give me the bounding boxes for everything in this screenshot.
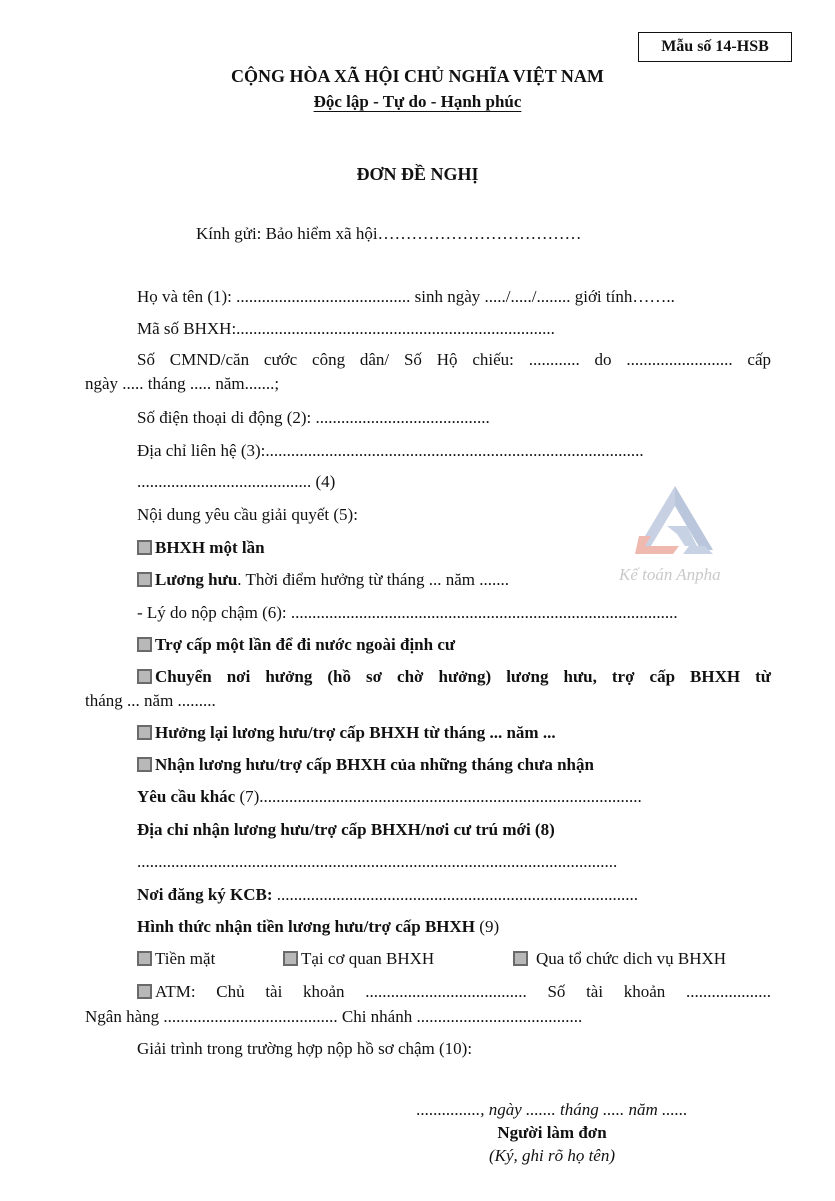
checkbox-icon[interactable] [137,637,152,652]
pension-start-date: . Thời điểm hưởng từ tháng ... năm ....... [237,570,509,589]
other-request-label: Yêu cầu khác [137,787,236,806]
new-address-field[interactable]: ................................................................................................................. [137,852,618,871]
signature-instruction: (Ký, ghi rõ họ tên) [488,1146,616,1165]
option-label: Tiền mặt [155,949,216,968]
checkbox-icon[interactable] [137,669,152,684]
payment-cash-option[interactable] [137,949,215,969]
option-label: Nhận lương hưu/trợ cấp BHXH của những tháng chưa nhận [155,755,594,774]
payment-method-heading [137,917,499,937]
payment-service-option[interactable] [513,949,726,969]
option-unreceived-months[interactable] [137,755,594,775]
request-content-label: Nội dung yêu cầu giải quyết (5): [137,505,358,524]
option-resume-pension[interactable] [137,723,556,743]
other-request-dots: (7).......................................................................................... [235,787,642,806]
payment-method-label: Hình thức nhận tiền lương hưu/trợ cấp BHXH [137,917,476,936]
signature-date-line[interactable]: ..............., ngày ....... tháng ..... năm ...... [416,1100,688,1119]
nation-header: CỘNG HÒA XÃ HỘI CHỦ NGHĨA VIỆT NAM [231,66,604,86]
option-label: BHXH một lần [155,538,265,557]
new-address-label: Địa chỉ nhận lương hưu/trợ cấp BHXH/nơi cư trú mới (8) [137,820,555,839]
bank-branch-field[interactable]: Ngân hàng ......................................... Chi nhánh ....................................... [85,1007,583,1026]
watermark-text: Kế toán Anpha [619,565,721,584]
checkbox-icon[interactable] [137,540,152,555]
recipient-line: Kính gửi: Bảo hiểm xã hội……………………………… [196,224,582,243]
payment-office-option[interactable] [283,949,434,969]
option-transfer-place[interactable] [137,667,771,687]
contact-address-field[interactable]: Địa chỉ liên hệ (3):......................................................................................... [137,441,644,460]
bhxh-code-field[interactable]: Mã số BHXH:........................................................................... [137,319,555,338]
contact-address-continued[interactable]: ......................................... (4) [137,472,336,491]
kcb-dots: ..................................................................................... [272,885,639,904]
option-label: Qua tổ chức dich vụ BHXH [536,949,727,968]
full-name-field[interactable]: Họ và tên (1): ......................................... sinh ngày ...../...../........ giới tính…….. [137,287,675,306]
checkbox-icon[interactable] [137,984,152,999]
option-emigrate-allowance[interactable] [137,635,455,655]
checkbox-icon[interactable] [137,951,152,966]
option-label: Hưởng lại lương hưu/trợ cấp BHXH từ tháng ... năm ... [155,723,556,742]
checkbox-icon[interactable] [137,725,152,740]
option-label: Chuyển nơi hưởng (hồ sơ chờ hưởng) lương hưu, trợ cấp BHXH từ [155,667,771,686]
anpha-logo-icon [605,478,745,598]
checkbox-icon[interactable] [513,951,528,966]
motto-header: Độc lập - Tự do - Hạnh phúc [313,92,522,111]
id-issue-date-field[interactable]: ngày ..... tháng ..... năm.......; [85,374,280,393]
signer-title: Người làm đơn [497,1123,607,1142]
checkbox-icon[interactable] [137,757,152,772]
checkbox-icon[interactable] [137,572,152,587]
payment-method-note: (9) [475,917,500,936]
other-request-field[interactable] [137,787,642,807]
id-number-field[interactable]: Số CMND/căn cước công dân/ Số Hộ chiếu: ............ do ......................... cấp [137,350,771,369]
option-label: Trợ cấp một lần để đi nước ngoài định cư [155,635,456,654]
kcb-label: Nơi đăng ký KCB: [137,885,273,904]
document-title: ĐƠN ĐỀ NGHỊ [356,164,479,184]
late-explanation-label: Giải trình trong trường hợp nộp hồ sơ chậm (10): [137,1039,473,1058]
watermark-logo [605,478,745,598]
late-reason-field[interactable]: - Lý do nộp chậm (6): ........................................................................................... [137,603,678,622]
option-pension[interactable] [137,570,509,590]
checkbox-icon[interactable] [283,951,298,966]
phone-field[interactable]: Số điện thoại di động (2): ......................................... [137,408,490,427]
payment-atm-option[interactable] [137,982,771,1002]
option-label: Tại cơ quan BHXH [301,949,435,968]
option-one-time-bhxh[interactable] [137,538,265,558]
kcb-field[interactable] [137,885,638,905]
option-label: Lương hưu [155,570,238,589]
form-code-box: Mẫu số 14-HSB [638,32,792,62]
atm-account-field: ATM: Chủ tài khoản ...................................... Số tài khoản .................... [155,982,771,1001]
transfer-date-field[interactable]: tháng ... năm ......... [85,691,216,710]
